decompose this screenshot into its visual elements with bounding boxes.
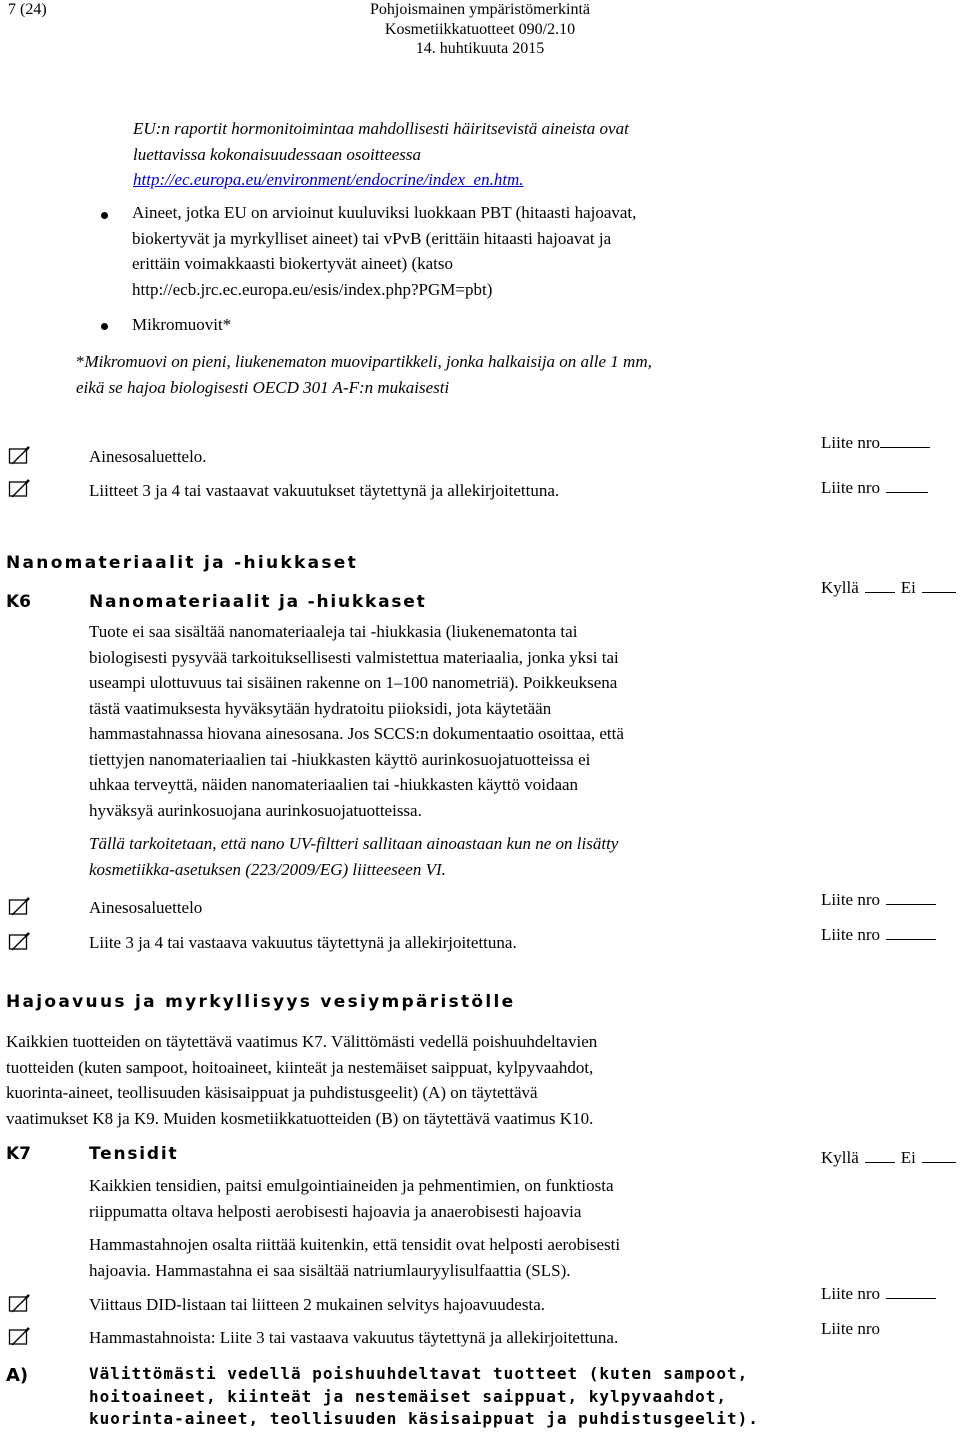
header-date: 14. huhtikuuta 2015 <box>415 40 545 57</box>
attachment-no-field[interactable]: Liite nro <box>821 475 928 501</box>
body-line: Hammastahnojen osalta riittää kuitenkin, että tensidit ovat helposti aerobisesti <box>89 1235 621 1254</box>
intro-line: luettavissa kokonaisuudessaan osoitteessa <box>133 144 422 164</box>
yes-label: Kyllä <box>821 1148 859 1167</box>
section-heading-nano: Nanomateriaalit ja -hiukkaset <box>6 553 359 573</box>
attachment-no-field[interactable]: Liite nro <box>821 1281 936 1307</box>
header-subtitle: Kosmetiikkatuotteet 090/2.10 <box>384 20 576 38</box>
body-line: tuotteiden (kuten sampoot, hoitoaineet, kiinteät ja nestemäiset saippuat, kylpyvaahdot, <box>6 1057 594 1077</box>
endocrine-link[interactable]: http://ec.europa.eu/environment/endocrine/index_en.htm. <box>133 170 524 189</box>
body-line: tästä vaatimuksesta hyväksytään hydratoitu piioksidi, jota käytetään <box>89 698 552 718</box>
document-header <box>200 0 760 59</box>
bullet-line: Aineet, jotka EU on arvioinut kuuluviksi luokkaan PBT (hitaasti hajoavat, <box>132 203 637 222</box>
bullet-dot <box>101 212 108 219</box>
yes-no-field-k7[interactable] <box>821 1145 956 1171</box>
body-line: kuorinta-aineet, teollisuuden käsisaippuat ja puhdistusgeelit) (A) on täytettävä <box>6 1083 538 1102</box>
note-line: kosmetiikka-asetuksen (223/2009/EG) liitteeseen VI. <box>89 859 446 879</box>
body-line: vaatimukset K8 ja K9. Muiden kosmetiikkatuotteiden (B) on täytettävä vaatimus K10. <box>6 1108 594 1128</box>
pen-checkbox-icon <box>8 444 32 468</box>
attachment-no-field[interactable]: Liite nro <box>821 1319 881 1338</box>
check-item-declaration-k6: Liite 3 ja 4 tai vastaava vakuutus täytettynä ja allekirjoitettuna. <box>89 933 517 952</box>
body-line: useampi ulottuvuus tai sisäinen rakenne on 1–100 nanometriä). Poikkeuksena <box>89 673 618 692</box>
requirement-code-k6: K6 <box>6 592 32 612</box>
attachment-no-field[interactable]: Liite nro <box>821 430 930 456</box>
intro-line: EU:n raportit hormonitoimintaa mahdollisesti häiritsevistä aineista ovat <box>133 119 629 138</box>
title-line: Välittömästi vedellä poishuuhdeltavat tuotteet (kuten sampoot, <box>89 1364 749 1383</box>
pen-checkbox-icon <box>8 1325 32 1349</box>
k7-para2 <box>89 1232 620 1283</box>
body-line: hammastahnassa hiovana ainesosana. Jos SCCS:n dokumentaatio osoittaa, että <box>89 724 624 743</box>
no-label: Ei <box>900 1148 916 1167</box>
pen-checkbox-icon <box>8 477 32 501</box>
bullet-line: http://ecb.jrc.ec.europa.eu/esis/index.php?PGM=pbt) <box>132 279 493 299</box>
header-title: Pohjoismainen ympäristömerkintä <box>370 1 590 18</box>
requirement-title-k6: Nanomateriaalit ja -hiukkaset <box>89 592 427 612</box>
requirement-code-k7: K7 <box>6 1144 32 1164</box>
body-line: Kaikkien tensidien, paitsi emulgointiaineiden ja pehmentimien, on funktiosta <box>89 1176 614 1195</box>
pen-checkbox-icon <box>8 895 32 919</box>
check-item-toothpaste: Hammastahnoista: Liite 3 tai vastaava vakuutus täytettynä ja allekirjoitettuna. <box>89 1328 619 1347</box>
bullet-dot <box>101 323 108 330</box>
intro-paragraph <box>133 116 629 193</box>
no-label: Ei <box>900 578 916 597</box>
check-item-ingredient-list: Ainesosaluettelo. <box>89 447 207 466</box>
yes-label: Kyllä <box>821 578 859 597</box>
body-line: tiettyjen nanomateriaalien tai -hiukkasten käyttö aurinkosuojatuotteissa ei <box>89 749 591 769</box>
k7-para1 <box>89 1173 614 1224</box>
footnote-star: * <box>76 352 85 371</box>
bullet-line: biokertyvät ja myrkylliset aineet) tai vPvB (erittäin hitaasti hajoavat ja <box>132 228 612 248</box>
pen-checkbox-icon <box>8 930 32 954</box>
body-line: Kaikkien tuotteiden on täytettävä vaatimus K7. Välittömästi vedellä poishuuhdeltavien <box>6 1032 598 1051</box>
note-line: Tällä tarkoitetaan, että nano UV-filtteri sallitaan ainoastaan kun ne on lisätty <box>89 834 619 853</box>
body-line: uhkaa terveyttä, näiden nanomateriaalien tai -hiukkasten käyttö voidaan <box>89 775 579 794</box>
body-line: biologisesti pysyvää tarkoituksellisesti valmistettua materiaalia, jonka yksi tai <box>89 647 619 667</box>
title-line: kuorinta-aineet, teollisuuden käsisaippuat ja puhdistusgeelit). <box>89 1409 759 1428</box>
k6-note <box>89 831 618 882</box>
body-line: hajoavia. Hammastahna ei saa sisältää natriumlauryylisulfaattia (SLS). <box>89 1260 571 1280</box>
yes-no-field-k6[interactable] <box>821 575 956 601</box>
requirement-title-k7: Tensidit <box>89 1144 179 1164</box>
body-line: Tuote ei saa sisältää nanomateriaaleja tai -hiukkasia (liukenematonta tai <box>89 622 578 641</box>
subsection-a-title <box>89 1363 759 1431</box>
bullet-line: erittäin voimakkaasti biokertyvät aineet) (katso <box>132 254 453 273</box>
subsection-label-a: A) <box>6 1365 29 1386</box>
check-item-declarations: Liitteet 3 ja 4 tai vastaavat vakuutukset täytettynä ja allekirjoitettuna. <box>89 481 560 500</box>
bullet-line: Mikromuovit* <box>132 315 232 334</box>
attachment-no-field[interactable]: Liite nro <box>821 922 936 948</box>
body-line: riippumatta oltava helposti aerobisesti hajoavia ja anaerobisesti hajoavia <box>89 1201 582 1221</box>
footnote-line: Mikromuovi on pieni, liukenematon muovipartikkeli, jonka halkaisija on alle 1 mm, <box>84 352 652 371</box>
bullet-item-pbt <box>132 200 636 302</box>
pen-checkbox-icon <box>8 1292 32 1316</box>
check-item-did-list: Viittaus DID-listaan tai liitteen 2 mukainen selvitys hajoavuudesta. <box>89 1295 545 1314</box>
attachment-no-field[interactable]: Liite nro <box>821 887 936 913</box>
check-item-ingredient-list-k6: Ainesosaluettelo <box>89 898 203 917</box>
section-heading-water: Hajoavuus ja myrkyllisyys vesiympäristölle <box>6 992 516 1012</box>
bullet-item-microplastics <box>132 312 231 338</box>
footnote <box>76 349 652 400</box>
title-line: hoitoaineet, kiinteät ja nestemäiset saippuat, kylpyvaahdot, <box>89 1386 727 1406</box>
water-body <box>6 1029 597 1131</box>
page-number: 7 (24) <box>8 1 47 18</box>
body-line: hyväksyä aurinkosuojana aurinkosuojatuotteissa. <box>89 800 422 820</box>
k6-body <box>89 619 624 823</box>
footnote-line: eikä se hajoa biologisesti OECD 301 A-F:n mukaisesti <box>76 377 450 397</box>
